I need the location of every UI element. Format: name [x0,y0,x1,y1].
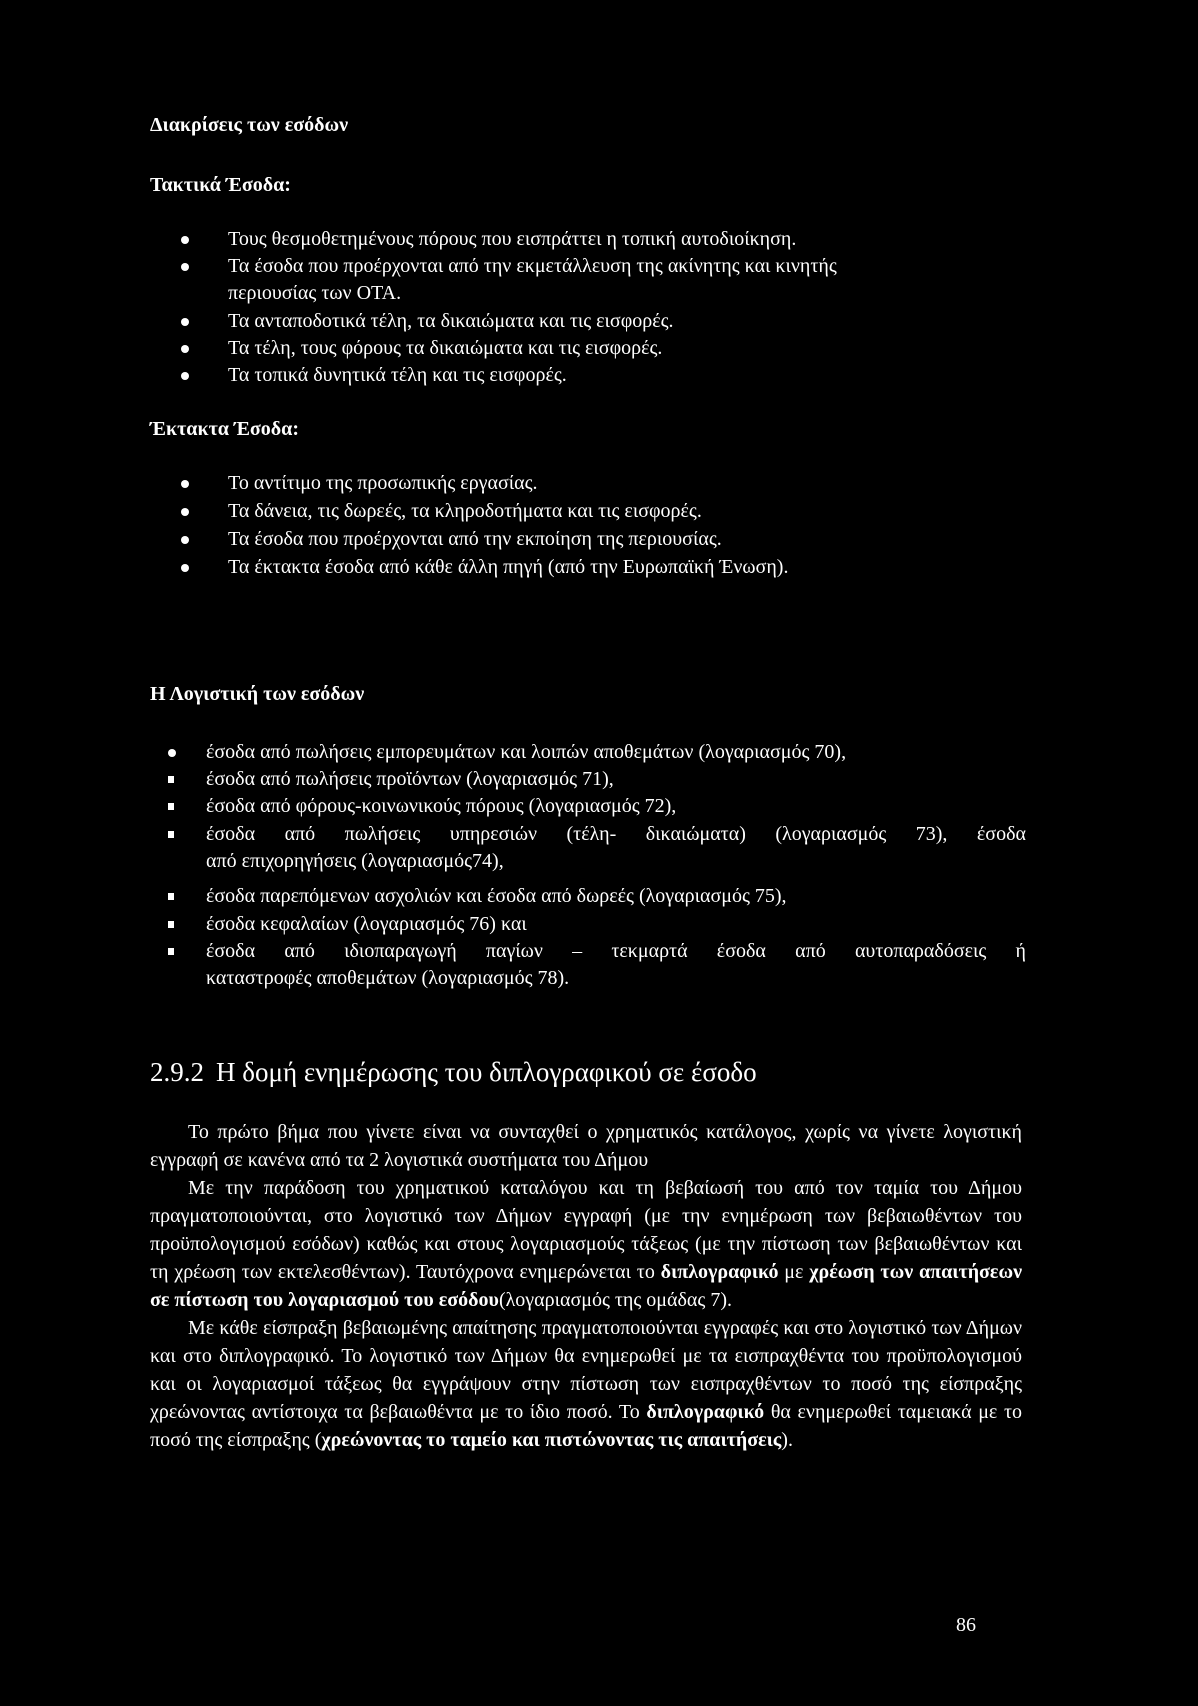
list-item: έσοδα από πωλήσεις εμπορευμάτων και λοιπών αποθεμάτων (λογαριασμός 70), [206,741,847,763]
list-item: έσοδα από φόρους-κοινωνικούς πόρους (λογαριασμός 72), [206,795,677,817]
square-bullet-icon [168,893,174,900]
bullet-icon [181,318,189,326]
list-item-continuation: περιουσίας των ΟΤΑ. [228,282,402,304]
double-entry-body [150,1118,1022,1454]
list-item: Τα τέλη, τους φόρους τα δικαιώματα και τις εισφορές. [228,337,663,359]
list-item: έσοδα από ιδιοπαραγωγή παγίων – τεκμαρτά έσοδα από αυτοπαραδόσεις ή [206,940,1026,962]
paragraph: Το πρώτο βήμα που γίνετε είναι να συνταχθεί ο χρηματικός κατάλογος, χωρίς να γίνετε λογιστική εγγραφή σε κανένα από τα 2 λογιστικά συστήματα του Δήμου [150,1121,1022,1171]
list-item: έσοδα παρεπόμενων ασχολιών και έσοδα από δωρεές (λογαριασμός 75), [206,885,787,907]
bullet-icon [181,372,189,380]
bullet-icon [181,236,189,244]
bullet-icon [181,536,189,544]
paragraph: Με την παράδοση του χρηματικού καταλόγου και τη βεβαίωσή του από τον ταμία του Δήμου πραγματοποιούνται, στο λογιστικό των Δήμων εγγραφή (με την ενημέρωση των βεβαιωθέντων του προϋπολογισμού εσόδων) καθώς και στους λογαριασμούς τάξεως (με την πίστωση των βεβαιωθέντων και τη χρέωση των εκτελεσθέντων). Ταυτόχρονα ενημερώνεται το διπλογραφικό με χρέωση των απαιτήσεων σε πίστωση του λογαριασμού του εσόδου(λογαριασμός της ομάδας 7). [150,1177,1023,1311]
list-item: Τα έκτακτα έσοδα από κάθε άλλη πηγή (από την Ευρωπαϊκή Ένωση). [228,556,789,578]
bold-term: χρέωση των απαιτήσεων σε πίστωση του λογαριασμού του εσόδου [150,1261,1023,1311]
list-item: έσοδα από πωλήσεις προϊόντων (λογαριασμός 71), [206,768,614,790]
list-item: Τα ανταποδοτικά τέλη, τα δικαιώματα και τις εισφορές. [228,310,674,332]
square-bullet-icon [168,948,174,955]
list-item-continuation: από επιχορηγήσεις (λογαριασμός74), [206,850,504,872]
square-bullet-icon [168,831,174,838]
square-bullet-icon [168,776,174,783]
heading-revenue-classifications: Διακρίσεις των εσόδων [150,114,349,136]
page-number: 86 [956,1614,976,1636]
list-item: Τα δάνεια, τις δωρεές, τα κληροδοτήματα και τις εισφορές. [228,500,702,522]
list-item: Τα έσοδα που προέρχονται από την εκποίηση της περιουσίας. [228,528,722,550]
list-item: έσοδα από πωλήσεις υπηρεσιών (τέλη- δικαιώματα) (λογαριασμός 73), έσοδα [206,823,1026,845]
list-item-continuation: καταστροφές αποθεμάτων (λογαριασμός 78). [206,967,570,989]
list-item: Τους θεσμοθετημένους πόρους που εισπράττει η τοπική αυτοδιοίκηση. [228,228,797,250]
heading-regular-revenue: Τακτικά Έσοδα: [150,174,291,196]
paragraph: Με κάθε είσπραξη βεβαιωμένης απαίτησης πραγματοποιούνται εγγραφές και στο λογιστικό των Δήμων και στο διπλογραφικό. Το λογιστικό των Δήμων θα ενημερωθεί με τα εισπραχθέντα του προϋπολογισμού και οι λογαριασμοί τάξεως θα εγγράψουν στην πίστωση των εισπραχθέντων το ποσό της είσπραξης χρεώνοντας αντίστοιχα τα βεβαιωθέντα με το ίδιο ποσό. Το διπλογραφικό θα ενημερωθεί ταμειακά με το ποσό της είσπραξης (χρεώνοντας το ταμείο και πιστώνοντας τις απαιτήσεις). [150,1317,1023,1451]
heading-extraordinary-revenue: Έκτακτα Έσοδα: [150,418,300,440]
bullet-icon [168,749,176,757]
bold-term: διπλογραφικό [646,1401,765,1423]
section-number: 2.9.2 [150,1057,204,1087]
section-title: Η δομή ενημέρωσης του διπλογραφικού σε έσοδο [216,1057,757,1087]
bullet-icon [181,564,189,572]
bullet-icon [181,480,189,488]
list-item: Το αντίτιμο της προσωπικής εργασίας. [228,472,538,494]
list-item: Τα έσοδα που προέρχονται από την εκμετάλλευση της ακίνητης και κινητής [228,255,837,277]
list-item: Τα τοπικά δυνητικά τέλη και τις εισφορές. [228,364,567,386]
bold-term: διπλογραφικό [660,1261,779,1283]
square-bullet-icon [168,921,174,928]
section-heading-double-entry [150,1057,757,1088]
bullet-icon [181,345,189,353]
list-item: έσοδα κεφαλαίων (λογαριασμός 76) και [206,913,527,935]
bold-term: χρεώνοντας το ταμείο και πιστώνοντας τις απαιτήσεις [321,1429,782,1451]
heading-revenue-accounting: Η Λογιστική των εσόδων [150,683,365,705]
bullet-icon [181,263,189,271]
bullet-icon [181,508,189,516]
square-bullet-icon [168,803,174,810]
